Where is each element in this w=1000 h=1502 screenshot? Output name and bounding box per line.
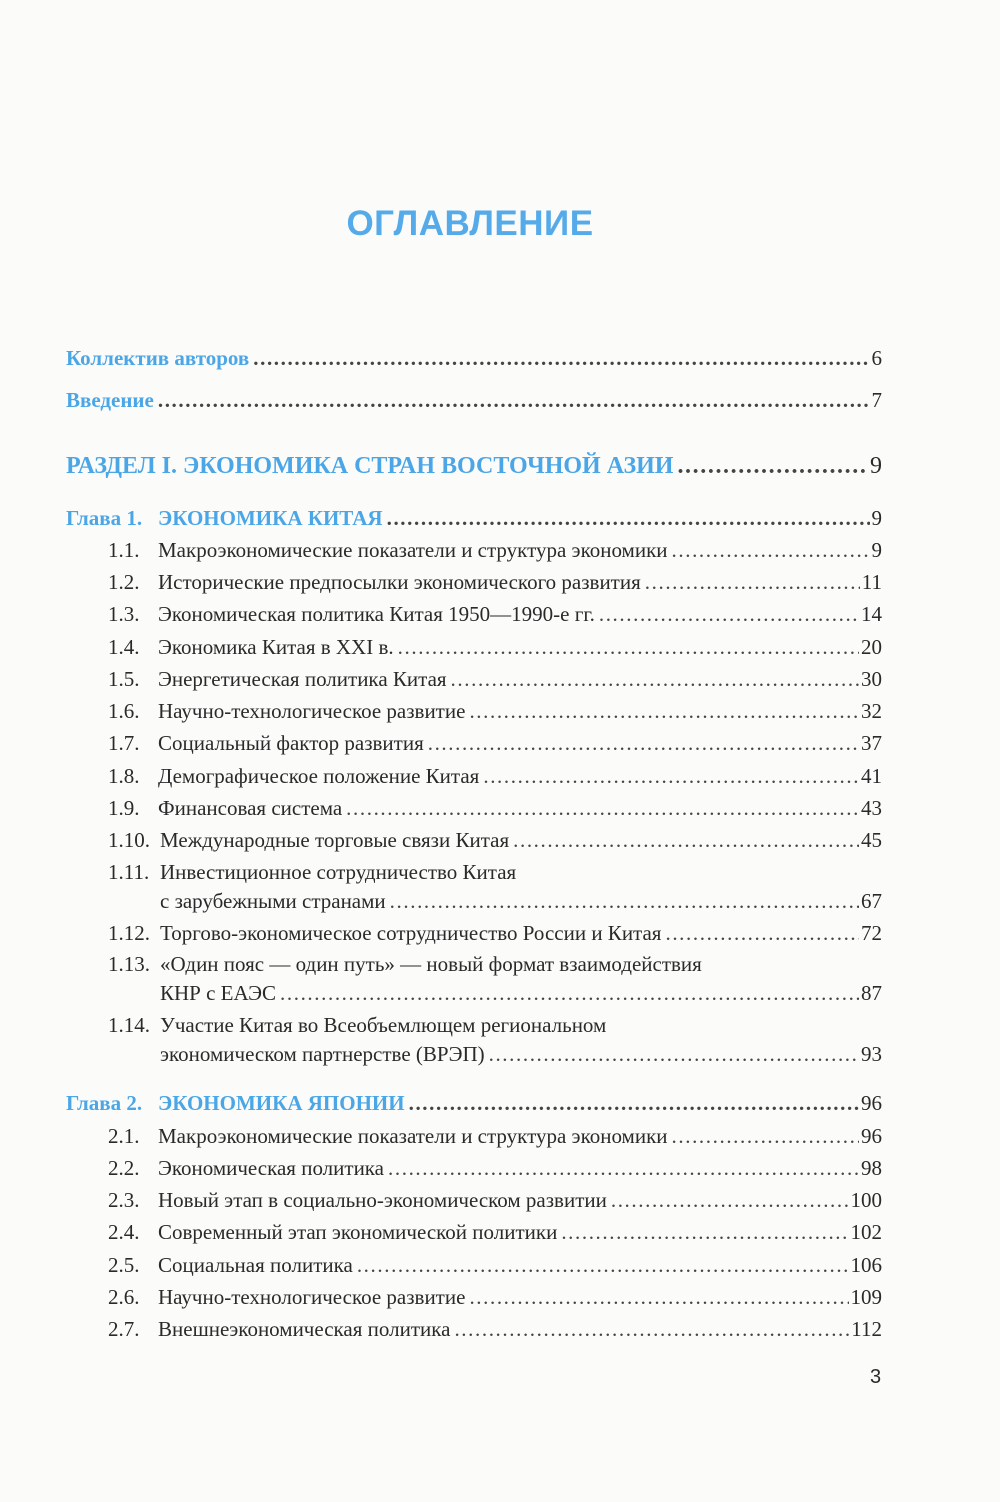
dot-leader [409,1089,859,1117]
toc-entry[interactable] [108,762,882,790]
entry-number: 1.2. [108,570,140,594]
entry-number: 1.11. [108,860,150,884]
toc-entry[interactable] [108,665,882,693]
entry-page: 20 [861,635,882,659]
entry-title: Исторические предпосылки экономического развития [158,570,641,594]
toc-entry[interactable] [108,1315,882,1343]
entry-number: 1.6. [108,699,140,723]
entry-page: 93 [861,1042,882,1066]
toc-entry[interactable] [108,1218,882,1246]
entry-title: Современный этап экономической политики [158,1220,558,1244]
dot-leader [428,729,859,757]
toc-entry[interactable] [108,600,882,628]
page-number: 3 [870,1366,882,1388]
entry-title: Введение [66,388,154,412]
entry-page: 7 [871,388,882,412]
dot-leader [346,794,859,822]
dot-leader [489,1040,859,1068]
toc-entry[interactable] [108,633,882,661]
entry-title: Экономика Китая в XXI в. [158,635,394,659]
entry-number: 1.8. [108,764,140,788]
dot-leader [561,1218,848,1246]
entry-number: 2.6. [108,1285,140,1309]
entry-page: 112 [851,1317,882,1341]
entry-number: 2.1. [108,1124,140,1148]
entry-title: ЭКОНОМИКА КИТАЯ [158,506,383,530]
entry-page: 45 [861,828,882,852]
entry-number: 1.13. [108,952,150,976]
entry-title-first-line: Инвестиционное сотрудничество Китая [160,860,517,884]
toc-entry[interactable] [108,1283,882,1311]
toc-entry[interactable] [66,386,882,414]
entry-number: 2.2. [108,1156,140,1180]
entry-page: 6 [871,346,882,370]
entry-title: Международные торговые связи Китая [160,828,510,852]
entry-title: Социальный фактор развития [158,731,424,755]
entry-number: 1.4. [108,635,140,659]
toc-entry[interactable] [108,794,882,822]
entry-number: 1.14. [108,1013,150,1037]
entry-page: 43 [861,796,882,820]
dot-leader [398,633,859,661]
entry-number: Глава 2. [66,1091,143,1115]
entry-title: Научно-технологическое развитие [158,1285,466,1309]
entry-number: 2.4. [108,1220,140,1244]
dot-leader [390,887,859,915]
entry-page: 98 [861,1156,882,1180]
dot-leader [513,826,859,854]
entry-title: с зарубежными странами [160,889,386,913]
dot-leader [357,1251,849,1279]
dot-leader [611,1186,849,1214]
entry-page: 30 [861,667,882,691]
toc-entry[interactable] [108,729,882,757]
dot-leader [645,568,860,596]
entry-number: 1.12. [108,921,150,945]
entry-page: 37 [861,731,882,755]
dot-leader [672,1122,859,1150]
dot-leader [483,762,859,790]
toc-entry[interactable] [108,1040,882,1068]
toc-entry[interactable] [108,1251,882,1279]
dot-leader [158,386,870,414]
entry-page: 96 [861,1124,882,1148]
entry-page: 96 [861,1091,882,1115]
toc-entry[interactable] [108,1154,882,1182]
entry-title: Коллектив авторов [66,346,250,370]
entry-title: ЭКОНОМИКА ЯПОНИИ [158,1091,405,1115]
entry-title: Финансовая система [158,796,343,820]
toc-entry[interactable] [108,1122,882,1150]
entry-number: 1.5. [108,667,140,691]
entry-number: 1.9. [108,796,140,820]
entry-title: Новый этап в социально-экономическом развитии [158,1188,607,1212]
entry-page: 72 [861,921,882,945]
toc-entry[interactable] [66,344,882,372]
dot-leader [469,697,859,725]
entry-number: 1.10. [108,828,150,852]
dot-leader [677,452,868,480]
entry-number: Глава 1. [66,506,143,530]
entry-page: 9 [870,453,882,479]
toc-entry[interactable] [108,1186,882,1214]
entry-page: 32 [861,699,882,723]
entry-title-first-line: «Один пояс — один путь» — новый формат взаимодействия [160,952,702,976]
entry-page: 100 [850,1188,882,1212]
entry-title: Энергетическая политика Китая [158,667,447,691]
toc-entry[interactable] [66,452,882,480]
entry-number: 2.5. [108,1253,140,1277]
entry-page: 9 [871,506,882,530]
entry-page: 9 [871,538,882,562]
entry-title: Социальная политика [158,1253,353,1277]
dot-leader [387,504,870,532]
entry-number: 1.7. [108,731,140,755]
page-title: ОГЛАВЛЕНИЕ [346,204,594,243]
entry-title: экономическом партнерстве (ВРЭП) [160,1042,485,1066]
toc-entry[interactable] [108,979,882,1007]
dot-leader [665,919,859,947]
dot-leader [388,1154,859,1182]
dot-leader [253,344,869,372]
entry-number: 2.7. [108,1317,140,1341]
entry-title: Внешнеэкономическая политика [158,1317,451,1341]
entry-number: 2.3. [108,1188,140,1212]
dot-leader [672,536,870,564]
entry-title: КНР с ЕАЭС [160,981,277,1005]
toc-entry[interactable] [108,536,882,564]
dot-leader [451,665,859,693]
entry-page: 109 [850,1285,882,1309]
toc-entry[interactable] [66,1089,882,1117]
toc-entry-first-line[interactable] [108,858,516,886]
toc-entry[interactable] [108,919,882,947]
toc-entry-first-line[interactable] [108,950,702,978]
entry-title: Экономическая политика Китая 1950—1990-е гг. [158,602,595,626]
entry-title: РАЗДЕЛ I. ЭКОНОМИКА СТРАН ВОСТОЧНОЙ АЗИИ [66,453,674,479]
entry-title: Торгово-экономическое сотрудничество России и Китая [160,921,662,945]
entry-page: 14 [861,602,882,626]
entry-title: Демографическое положение Китая [158,764,480,788]
entry-page: 106 [850,1253,882,1277]
dot-leader [454,1315,849,1343]
toc-entry-first-line[interactable] [108,1011,606,1039]
dot-leader [599,600,859,628]
toc-entry[interactable] [108,568,882,596]
entry-page: 11 [861,570,882,594]
toc-entry[interactable] [66,504,882,532]
entry-title: Экономическая политика [158,1156,385,1180]
entry-title: Макроэкономические показатели и структура экономики [158,538,668,562]
entry-number: 1.1. [108,538,140,562]
dot-leader [280,979,859,1007]
entry-page: 67 [861,889,882,913]
entry-number: 1.3. [108,602,140,626]
toc-entry[interactable] [108,887,882,915]
entry-title: Макроэкономические показатели и структура экономики [158,1124,668,1148]
entry-title-first-line: Участие Китая во Всеобъемлющем региональном [160,1013,607,1037]
entry-page: 102 [850,1220,882,1244]
entry-page: 87 [861,981,882,1005]
entry-title: Научно-технологическое развитие [158,699,466,723]
dot-leader [469,1283,848,1311]
toc-entry[interactable] [108,826,882,854]
toc-entry[interactable] [108,697,882,725]
entry-page: 41 [861,764,882,788]
